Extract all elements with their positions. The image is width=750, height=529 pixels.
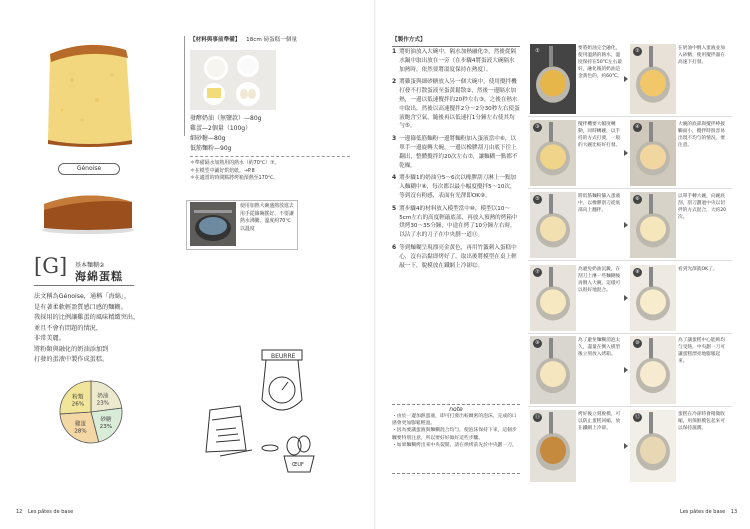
flour-bag-icon bbox=[206, 406, 246, 452]
row-divider bbox=[528, 116, 732, 117]
ingredient-item: 雞蛋—2個量（100g） bbox=[190, 125, 252, 132]
intro-line: 我採用的比例讓雞蛋的風味精緻突出， bbox=[34, 314, 140, 321]
photo-caption: 看到光澤就OK了。 bbox=[678, 267, 718, 272]
page-title: 海綿蛋糕 bbox=[75, 270, 123, 283]
prep-note: ＊準備隔水加熱用的熱水（約70℃）⑦。 bbox=[190, 160, 280, 166]
next-arrow-icon bbox=[624, 443, 628, 449]
ingredient-list bbox=[190, 114, 261, 154]
step-text: 一邊篩低筋麵粉一邊將麵粉加入蛋液當中⑥，以單手一邊旋轉大碗，一邊以橡膠刮刀由底下往上翻出，整體攪拌約20次左右⑦，讓麵糊一點都不乾燥。 bbox=[399, 136, 518, 169]
step-photo bbox=[630, 410, 676, 482]
photo-number-badge: ⑫ bbox=[634, 414, 640, 420]
intro-text bbox=[34, 292, 174, 366]
folio-text: Les pâtes de base bbox=[680, 509, 726, 515]
cake-label-badge bbox=[58, 163, 120, 175]
photo-number-badge: ⑦ bbox=[533, 268, 542, 277]
folio-number: 12 bbox=[16, 509, 23, 515]
tip-frame bbox=[186, 200, 298, 250]
section-letter-text: G bbox=[42, 254, 59, 278]
intro-line: 非常美麗。 bbox=[34, 335, 65, 342]
ingredient-ratio-pie bbox=[58, 379, 124, 445]
photo-caption: 蛋糕在冷卻時會稍微收縮，用保鮮膜包起來可以保持濕潤。 bbox=[678, 412, 725, 431]
kitchen-sketch bbox=[200, 340, 350, 490]
prep-note: ＊在適當的時間點將烤箱預熱至170℃。 bbox=[190, 175, 279, 182]
step-number: 3 bbox=[392, 135, 397, 143]
photo-caption: 為避免奶油沉澱，在刮刀上淋一些麵糊後再倒入大碗，這樣可以很好地混合。 bbox=[578, 267, 621, 293]
photo-number-badge: ① bbox=[533, 47, 542, 56]
folio-number: 13 bbox=[730, 509, 738, 515]
photo-number-badge: ⑪ bbox=[534, 414, 540, 420]
ingredient-divider bbox=[190, 156, 350, 157]
photo-number-badge: ⑩ bbox=[633, 339, 642, 348]
ingredients-header: 【材料與事前準備】 bbox=[190, 37, 241, 43]
mold-size: 18cm 磅蛋糕一個量 bbox=[246, 37, 298, 43]
step-number: 6 bbox=[392, 243, 397, 251]
cake-label: Génoise bbox=[76, 165, 102, 172]
pie-slice-name: 砂糖 bbox=[100, 417, 112, 424]
title-rule bbox=[34, 285, 134, 286]
pie-slice-pct: 26% bbox=[71, 401, 85, 408]
pie-slice-pct: 23% bbox=[99, 424, 113, 431]
photo-number-badge: ② bbox=[633, 47, 642, 56]
step-photo bbox=[630, 120, 676, 186]
photo-number-badge: ⑥ bbox=[633, 195, 642, 204]
photo-caption: 要將奶油完全融化，使用溫熱的熱水，溫度保持在50℃左右最好，融化後的奶油是金黃色的，約60℃。 bbox=[578, 46, 623, 79]
step-photo bbox=[530, 44, 576, 114]
note-item: ・因為要讓蛋液與麵糊混合均勻，使泡沫保持下來，這個步驟要特別注意，所以要好好做好這些步驟。 bbox=[392, 428, 517, 441]
step-text: 將步驟4的材料放入模型當中⑩，模型以10～5cm左右的高度輕敲底部，再放入預熱的烤箱中烘烤30～35分鐘，中途在烤了10分鐘左右時，以沾了水的刀子在中央劃一道⑪。 bbox=[399, 205, 518, 239]
photo-caption: 為了讓蛋糕中心能夠均勻受熱，中央劃一刀可讓蛋糕漂亮地膨脹起來。 bbox=[678, 338, 725, 364]
note-body bbox=[392, 413, 520, 449]
note-item: ・由於一邊加熱蛋液，即可打發出較緻密的泡沫，完成的口感會更加膨鬆輕盈。 bbox=[392, 414, 517, 427]
left-folio bbox=[16, 508, 73, 517]
step bbox=[392, 244, 520, 270]
next-arrow-icon bbox=[624, 367, 628, 373]
photo-caption: 為了避免麵糊消泡太久，盡量在倒入模型後立刻放入烤箱。 bbox=[578, 338, 621, 357]
note-box bbox=[392, 404, 520, 474]
step bbox=[392, 78, 520, 131]
step-number: 5 bbox=[392, 204, 397, 212]
pie-slice-name: 雞蛋 bbox=[74, 421, 87, 428]
folio-text: Les pâtes de base bbox=[27, 509, 74, 515]
cake-loaf-photo bbox=[40, 186, 136, 236]
method-header: 【製作方式】 bbox=[392, 37, 426, 43]
step-text: 等到麵糊呈現漂亮金黃色，再用竹籤刺入蛋糕中心，沒有沾黏即烤好了，取出後將模型在桌上輕敲一下，脫模放在鐵網上冷卻⑫。 bbox=[399, 244, 517, 269]
step bbox=[392, 174, 520, 200]
step-list bbox=[392, 48, 520, 274]
photo-caption: 在奶油中倒入蛋液並加入砂糖，使用攪拌器在高速下打發。 bbox=[678, 46, 725, 65]
step-photo bbox=[630, 44, 676, 114]
pie-slice-pct: 28% bbox=[74, 428, 87, 435]
pie-slice-pct: 23% bbox=[96, 400, 110, 407]
photo-caption: 烤好後立刻脫模，可以防止蛋糕回縮，放在鐵網上冷卻。 bbox=[578, 412, 621, 431]
photo-caption: 將低筋麵粉篩入蛋液中，以橡膠刮刀從底部向上翻拌。 bbox=[578, 194, 621, 213]
step-photo bbox=[530, 410, 576, 482]
next-arrow-icon bbox=[624, 76, 628, 82]
step-photo bbox=[530, 336, 576, 404]
step-photo bbox=[530, 265, 576, 331]
step bbox=[392, 205, 520, 240]
ingredients-photo bbox=[190, 50, 276, 110]
step-text: 將雞蛋與細砂糖放入另一個大碗中，使用攪拌機打發不打散蛋液至蛋黃鬆散②，然後一邊隔水加熱，一邊以低速攪拌約20秒左右③，之後在熱水中取出，然後以高速攪拌2分～2分30秒左右使蛋液飽含空氣，隨後再以低速打1分鐘左右使其均勻⑤。 bbox=[399, 79, 520, 130]
pie-slice-name: 奶油 bbox=[97, 393, 109, 400]
method-rule bbox=[392, 46, 520, 47]
section-letter: [G] bbox=[34, 254, 68, 278]
ingredient-item: 細砂糖—80g bbox=[190, 135, 226, 142]
right-folio bbox=[680, 508, 737, 517]
next-arrow-icon bbox=[624, 150, 628, 156]
step-photo bbox=[630, 336, 676, 404]
egg-label: ŒUF bbox=[292, 462, 304, 468]
step-photo bbox=[530, 120, 576, 186]
column-rule bbox=[184, 36, 185, 136]
pie-slice-name: 粉類 bbox=[72, 394, 84, 401]
step-number: 4 bbox=[392, 174, 397, 182]
ingredient-item: 低筋麵粉—90g bbox=[190, 145, 232, 152]
intro-line: 是有著柔軟輕盈質感口感的麵糊。 bbox=[34, 303, 127, 311]
water-bath-tip: 使用加熱大碗盛熱放進去用手從篩碗搖好，不要讓熱水沸騰，溫度約70℃以溫度 bbox=[240, 203, 294, 232]
step-photo bbox=[530, 192, 576, 258]
photo-number-badge: ⑧ bbox=[633, 268, 642, 277]
base-series: 基本麵糊② bbox=[75, 262, 105, 269]
prep-notes bbox=[190, 160, 360, 183]
scale-label: BEURRE bbox=[271, 353, 296, 360]
note-header: note bbox=[449, 406, 463, 413]
row-divider bbox=[528, 188, 732, 189]
step-number: 2 bbox=[392, 78, 397, 86]
intro-line: 將粉類與融化的奶油添加到 bbox=[34, 345, 109, 353]
prep-note: ＊在模型中鋪好烘焙紙。→P.8 bbox=[190, 167, 255, 174]
note-item: ・如果麵糊烤出來中央裂開，請在烘烤前先於中央劃一刀。 bbox=[392, 442, 517, 448]
row-divider bbox=[528, 333, 732, 334]
next-arrow-icon bbox=[624, 295, 628, 301]
photo-caption: 以單手轉大碗，向碗底刮，刮刀劃過中央以切拌的方式混合，大約20次。 bbox=[678, 194, 727, 220]
photo-number-badge: ③ bbox=[533, 123, 542, 132]
row-divider bbox=[528, 260, 732, 261]
intro-line: 法文稱為Génoise，通稱「海綿」， bbox=[34, 293, 131, 300]
row-divider bbox=[528, 406, 732, 407]
photo-number-badge: ⑤ bbox=[533, 195, 542, 204]
intro-line: 並且不會有問題的情況， bbox=[34, 324, 103, 332]
photo-number-badge: ④ bbox=[633, 123, 642, 132]
next-arrow-icon bbox=[624, 222, 628, 228]
step-text: 將步驟1的奶油分5～6次以橡膠刮刀淋上一點加入麵糊中⑧，每次都以最小幅度攪拌5～10次，等到沒有粉感，表面有光澤即OK⑨。 bbox=[399, 175, 517, 199]
step-number: 1 bbox=[392, 48, 397, 55]
photo-caption: 大碗的底部與攪拌棒接觸面小，攪拌時很容易出現不均勻的情況，要注意。 bbox=[678, 122, 725, 148]
cake-slice-photo bbox=[42, 40, 134, 148]
intro-line: 打發的蛋液中製作成蛋糕。 bbox=[34, 356, 109, 363]
photo-caption: 攪拌機要大幅度轉動，同時轉碗，以手持的方式打發，一般的大碗比較好打發。 bbox=[578, 122, 621, 148]
ingredient-item: 發酵奶油（無鹽款）—80g bbox=[190, 115, 262, 122]
step-photo bbox=[630, 265, 676, 331]
step bbox=[392, 48, 520, 74]
page-gutter bbox=[374, 0, 376, 529]
step-photo bbox=[630, 192, 676, 258]
photo-number-badge: ⑨ bbox=[533, 339, 542, 348]
step-text: 將奶油放入大碗中，隔水加熱融化⑦，然後從隔水鍋中取出放在一旁（在步驟4將蛋液大碗隔水加熱時，依然要將溫度保持在熱度）。 bbox=[399, 49, 517, 73]
step bbox=[392, 135, 520, 170]
ingredients-header-row bbox=[190, 36, 297, 45]
